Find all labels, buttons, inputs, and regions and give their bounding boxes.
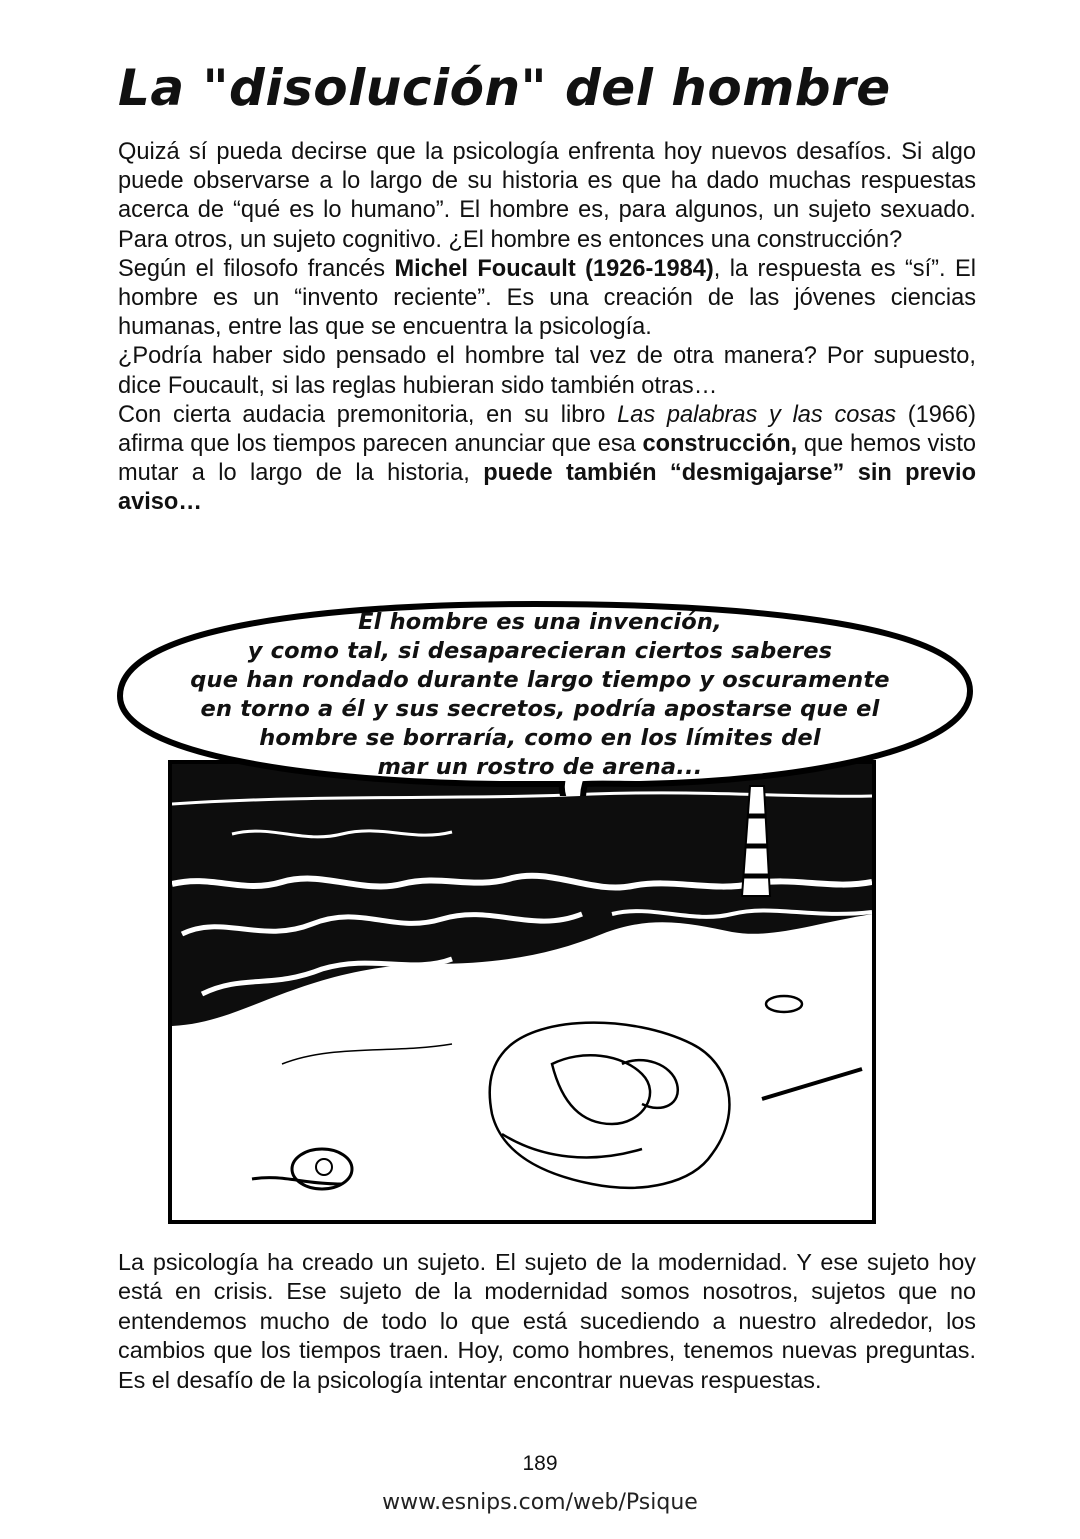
intro-paragraph-4: Con cierta audacia premonitoria, en su libro Las palabras y las cosas (1966) afirma que los tiempos parecen anunciar que esa construcción, que hemos visto mutar a lo largo de la historia, puede también “desmigajarse” sin previo aviso… (118, 401, 976, 516)
driftwood (762, 1069, 862, 1099)
speech-text (130, 608, 950, 782)
comic-panel (168, 760, 876, 1224)
sand-face (490, 1023, 730, 1188)
speech-line: y como tal, si desaparecieran ciertos saberes (247, 638, 833, 664)
snail-shell (252, 1149, 352, 1189)
speech-line: mar un rostro de arena... (377, 754, 703, 780)
closing-paragraph: La psicología ha creado un sujeto. El sujeto de la modernidad. Y ese sujeto hoy está en crisis. Ese sujeto de la modernidad somos nosotros, sujetos que no entendemos mucho de todo lo que está sucediendo a nuestro alrededor, los cambios que los tiempos traen. Hoy, como hombres, tenemos nuevas preguntas. Es el desafío de la psicología intentar encontrar nuevas respuestas. (118, 1249, 976, 1393)
speech-line: hombre se borraría, como en los límites del (259, 725, 821, 751)
page-number: 189 (522, 1452, 558, 1475)
intro-paragraph-1: Quizá sí pueda decirse que la psicología enfrenta hoy nuevos desafíos. Si algo puede observarse a lo largo de su historia es que ha dado muchas respuestas acerca de “qué es lo humano”. El hombre es, para algunos, un sujeto sexuado. Para otros, un sujeto cognitivo. ¿El hombre es entonces una construcción? (118, 139, 976, 253)
intro-text (118, 138, 976, 518)
small-shell (766, 996, 802, 1012)
author-name: Michel Foucault (1926-1984) (394, 255, 714, 282)
book-title: Las palabras y las cosas (617, 401, 897, 428)
footer-url[interactable]: www.esnips.com/web/Psique (382, 1490, 698, 1515)
speech-line: en torno a él y sus secretos, podría apostarse que el (200, 696, 880, 722)
speech-line: que han rondado durante largo tiempo y oscuramente (190, 667, 890, 693)
intro-paragraph-3: ¿Podría haber sido pensado el hombre tal vez de otra manera? Por supuesto, dice Foucault, si las reglas hubieran sido también otras… (118, 343, 976, 399)
page-title: La "disolución" del hombre (118, 59, 891, 117)
speech-line: El hombre es una invención, (358, 609, 722, 635)
beach-illustration (172, 764, 872, 1220)
intro-paragraph-2: Según el filosofo francés Michel Foucault (1926-1984), la respuesta es “sí”. El hombre es un “invento reciente”. Es una creación de las jóvenes ciencias humanas, entre las que se encuentra la psicología. (118, 255, 976, 341)
